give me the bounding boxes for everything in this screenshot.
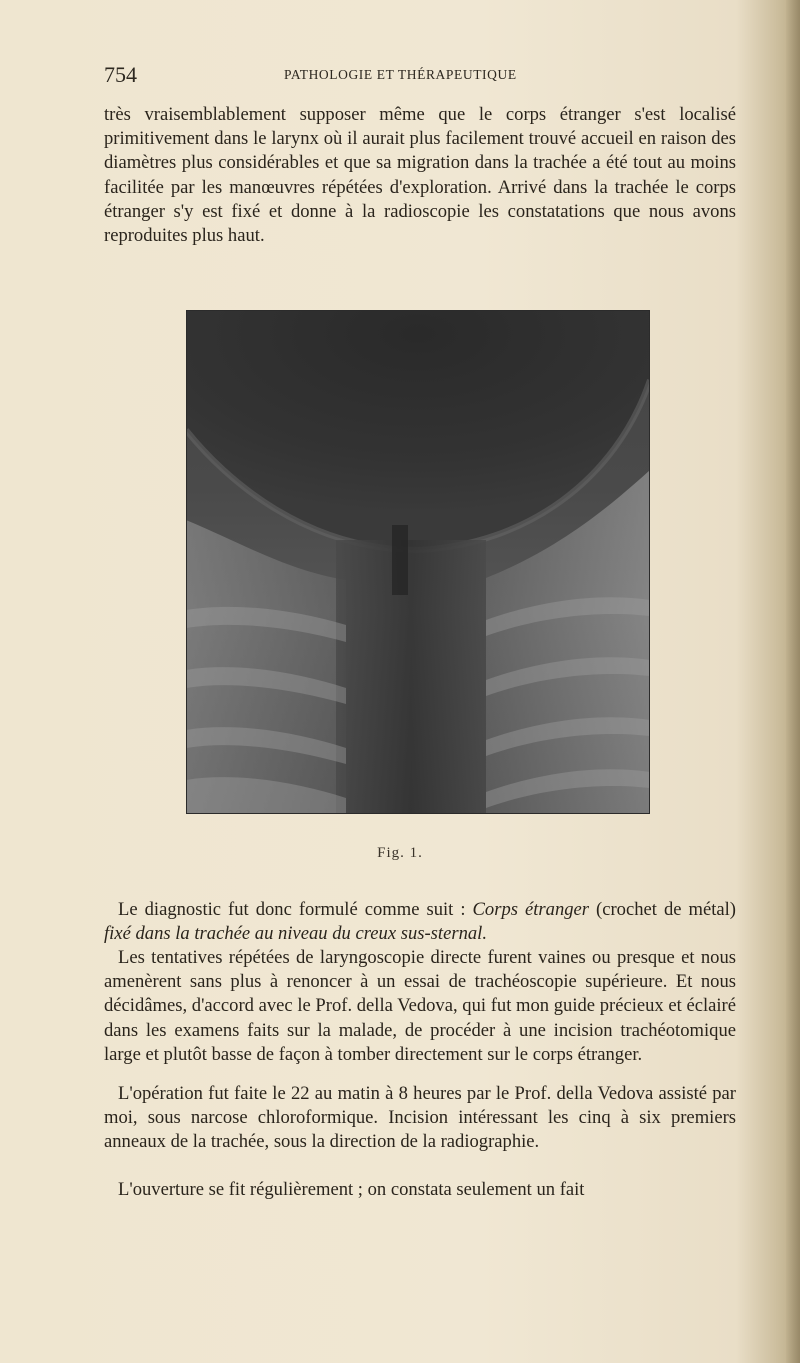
paragraph-intro: très vraisemblablement supposer même que le corps étranger s'est localisé primitivement dans le larynx où il aurait plus facilement trouvé accueil en raison des diamètres plus considérables et que sa migration dans la trachée a été tout au moins facilitée par les manœuvres répétées d'exploration. Arrivé dans la trachée le corps étranger s'y est fixé et donne à la radioscopie les constatations que nous avons reproduites plus haut. <box>104 104 736 247</box>
page-number: 754 <box>104 62 137 87</box>
paragraph-operation: L'opération fut faite le 22 au matin à 8 heures par le Prof. della Vedova assisté par moi, sous narcose chloroformique. Incision intéressant les cinq à six premiers anneaux de la trachée, sous la direction de la radiographie. <box>104 1083 736 1153</box>
paragraph-diagnosis <box>104 898 736 946</box>
figure-caption: Fig. 1. <box>377 845 423 861</box>
radiograph-image <box>186 310 650 814</box>
diagnosis-text-b: Corps étranger <box>472 899 590 920</box>
diagnosis-text-c: (crochet de métal) <box>589 899 736 920</box>
page-edge-shadow <box>786 0 800 1363</box>
paragraph-opening: L'ouverture se fit régulièrement ; on constata seulement un fait <box>118 1179 585 1200</box>
diagnosis-text-d: fixé dans la trachée au niveau du creux sus-sternal. <box>104 923 487 945</box>
radiograph-figure <box>186 310 650 814</box>
paragraph-attempts: Les tentatives répétées de laryngoscopie directe furent vaines ou presque et nous amenèrent sans plus à renoncer à un essai de trachéoscopie supérieure. Et nous décidâmes, d'accord avec le Prof. della Vedova, qui fut mon guide précieux et éclairé dans les examens faits sur la malade, de procéder à une incision trachéotomique large et plutôt basse de façon à tomber directement sur le corps étranger. <box>104 947 736 1065</box>
running-head: PATHOLOGIE ET THÉRAPEUTIQUE <box>284 67 517 82</box>
diagnosis-text-a: Le diagnostic fut donc formulé comme suit : <box>118 899 473 920</box>
page-header <box>104 62 736 88</box>
